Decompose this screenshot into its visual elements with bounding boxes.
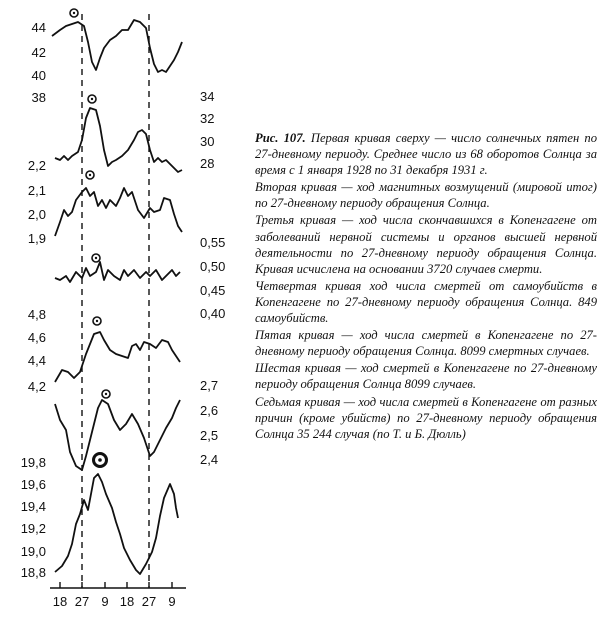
left-tick-labels [21,20,46,580]
right-tick-label: 2,7 [200,378,219,393]
x-tick-label: 18 [52,594,68,609]
caption-paragraph-6: Шестая кривая — ход смертей в Копенгагене по 27-дневному периоду обращения Солнца 8099 случаев. [255,361,597,392]
curve-4-suicides [55,262,180,282]
right-tick-label: 2,4 [200,452,219,467]
circle-marker-3-dot [89,174,91,176]
caption-paragraph-5: Пятая кривая — ход числа смертей в Копенгагене по 27-дневному периоду обращения Солнца. 8099 смертных случаев. [255,328,597,359]
right-tick-label: 30 [200,134,215,149]
left-tick-label: 4,4 [27,353,46,368]
caption-paragraph-1 [255,130,597,178]
x-tick-label: 27 [74,594,90,609]
right-tick-label: 28 [200,156,215,171]
right-tick-label: 34 [200,89,215,104]
caption-text-1: Первая кривая сверху — число солнечных пятен по 27-дневному периоду. Среднее число из 68 оборотов Солнца за время с 1 января 1928 по 31 декабря 1931 г. [255,131,597,178]
left-tick-label: 4,2 [27,379,46,394]
x-tick-label: 9 [101,594,109,609]
curve-1-sunspots [52,20,182,72]
right-tick-label: 2,6 [200,403,219,418]
left-tick-label: 40 [31,68,46,83]
right-tick-labels [200,89,225,467]
left-tick-label: 38 [31,90,46,105]
x-tick-label: 9 [168,594,176,609]
caption-figure-number: Рис. 107. [255,131,306,145]
right-tick-label: 2,5 [200,428,219,443]
left-tick-label: 2,2 [27,158,46,173]
right-tick-label: 0,45 [200,283,226,298]
right-tick-label: 0,50 [200,259,226,274]
caption-paragraph-3: Третья кривая — ход числа скончавшихся в Копенгагене от заболеваний нервной системы и органов высшей нервной деятельности по 27-дневному периоду обращения Солнца. Кривая исчислена на основании 3720 случаев смерти. [255,213,597,276]
curve-7-deaths-all-causes [55,474,178,574]
curve-2-magnetic [55,108,182,172]
circle-marker-6-dot [105,393,107,395]
left-tick-label: 44 [31,20,46,35]
x-tick-label: 18 [119,594,135,609]
circle-marker-7-dot [98,458,102,462]
left-tick-label: 19,4 [20,499,46,514]
right-tick-label: 0,40 [200,306,226,321]
circle-marker-1-dot [73,12,75,14]
caption-paragraph-4: Четвертая кривая ход числа смертей от самоубийств в Копенгагене по 27-дневному периоду обращения Солнца. 849 самоубийств. [255,278,597,326]
x-axis-ticks [60,582,172,588]
x-tick-labels [53,594,176,609]
left-tick-label: 42 [31,45,46,60]
left-tick-label: 2,1 [27,183,46,198]
left-tick-label: 2,0 [27,207,46,222]
figure-caption [255,130,597,443]
curve-6-deaths-copenhagen [55,400,180,470]
left-tick-label: 19,8 [20,455,46,470]
right-tick-label: 32 [200,111,215,126]
left-tick-label: 19,0 [20,544,46,559]
circle-marker-2-dot [91,98,93,100]
caption-paragraph-7: Седьмая кривая — ход числа смертей в Копенгагене от разных причин (кроме убийств) по 27-дневному периоду обращения Солнца 35 244 случая (по Т. и Б. Дюлль) [255,394,597,441]
left-tick-label: 4,8 [27,307,46,322]
left-tick-label: 19,2 [20,521,46,536]
left-tick-label: 1,9 [27,231,46,246]
left-tick-label: 19,6 [20,477,46,492]
left-tick-label: 4,6 [27,330,46,345]
right-tick-label: 0,55 [200,235,226,250]
caption-paragraph-2: Вторая кривая — ход магнитных возмущений (мировой итог) по 27-дневному периоду обращения Солнца. [255,180,597,211]
x-tick-label: 27 [141,594,157,609]
curve-3-nervous [55,188,182,236]
circle-marker-4-dot [95,257,97,259]
circle-marker-5-dot [96,320,98,322]
curve-5-deaths-copenhagen [55,332,180,382]
left-tick-label: 18,8 [20,565,46,580]
